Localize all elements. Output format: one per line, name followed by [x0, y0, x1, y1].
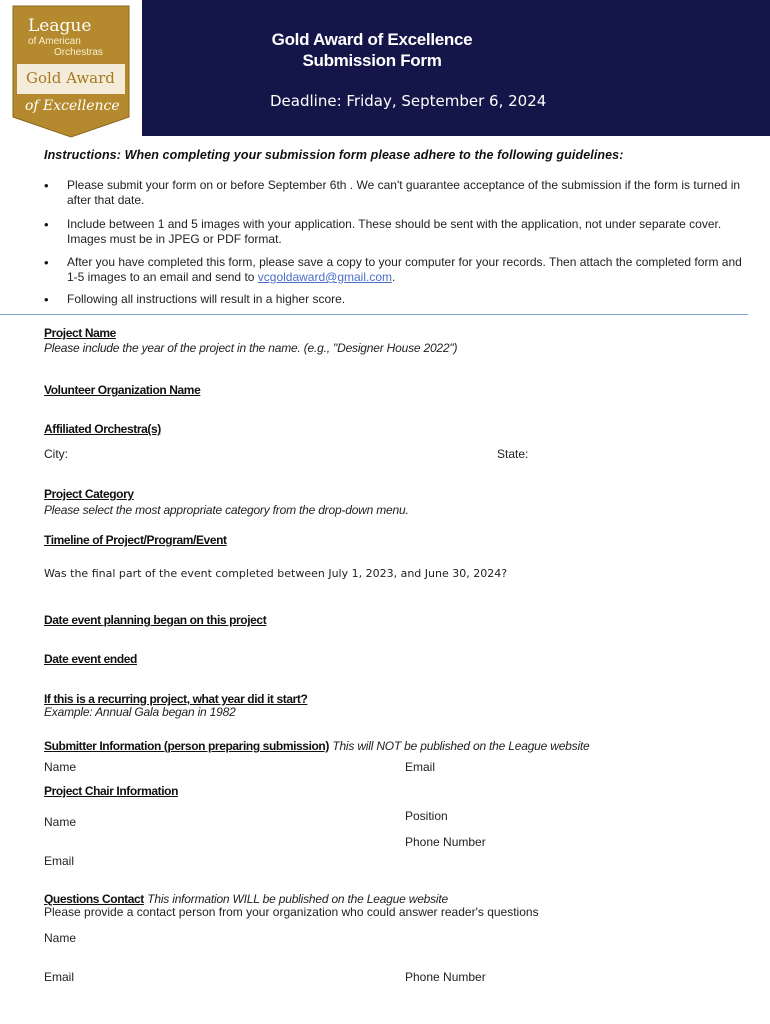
- email-link[interactable]: vcgoldaward@gmail.com: [257, 270, 393, 284]
- bullet-marker: •: [44, 255, 49, 270]
- project-name-title: Project Name: [44, 326, 116, 340]
- timeline-title: Timeline of Project/Program/Event: [44, 533, 227, 547]
- affiliated-orchestras-title: Affiliated Orchestra(s): [44, 422, 161, 436]
- chair-position-label: Position: [405, 809, 448, 823]
- instruction-bullet-4: Following all instructions will result in a higher score.: [67, 292, 346, 306]
- logo-text-orchestras: Orchestras: [54, 47, 103, 58]
- bullet-marker: •: [44, 292, 49, 307]
- instruction-bullet-3-text: After you have completed this form, please save a copy to your computer for your records. Then attach the completed form and 1-5 images to an email and send to: [67, 255, 742, 284]
- date-event-ended-title: Date event ended: [44, 652, 137, 666]
- questions-contact-title: Questions Contact: [44, 892, 144, 906]
- form-title-line2: Submission Form: [302, 51, 442, 70]
- questions-phone-label: Phone Number: [405, 970, 486, 984]
- logo-text-gold-award: Gold Award: [26, 69, 115, 87]
- chair-email-label: Email: [44, 854, 75, 868]
- chair-name-label: Name: [44, 815, 77, 829]
- submitter-name-label: Name: [44, 760, 77, 774]
- instruction-bullet-1: Please submit your form on or before September 6th . We can't guarantee acceptance of the submission if the form is turned in after that date.: [67, 178, 741, 207]
- questions-contact-subtext: Please provide a contact person from your organization who could answer reader's questions: [44, 905, 539, 919]
- city-label: City:: [44, 447, 68, 461]
- volunteer-organization-title: Volunteer Organization Name: [44, 383, 201, 397]
- recurring-project-note: Example: Annual Gala began in 1982: [44, 705, 236, 719]
- questions-name-label: Name: [44, 931, 77, 945]
- instruction-bullet-2: Include between 1 and 5 images with your application. These should be sent with the application, not under separate cover. Images must be in JPEG or PDF format.: [67, 217, 722, 246]
- bullet-marker: •: [44, 217, 49, 232]
- submitter-email-label: Email: [405, 760, 436, 774]
- instructions-heading: Instructions: When completing your submission form please adhere to the following guidelines:: [44, 148, 624, 162]
- project-category-note: Please select the most appropriate category from the drop-down menu.: [44, 503, 409, 517]
- questions-contact-note: This information WILL be published on the League website: [147, 892, 449, 906]
- instruction-bullet-3: [67, 255, 747, 285]
- bullet-marker: •: [44, 178, 49, 193]
- section-divider: [0, 314, 748, 315]
- deadline-text: Deadline: Friday, September 6, 2024: [270, 92, 547, 110]
- chair-phone-label: Phone Number: [405, 835, 486, 849]
- timeline-question: Was the final part of the event completed between July 1, 2023, and June 30, 2024?: [44, 567, 508, 580]
- form-title-line1: Gold Award of Excellence: [271, 30, 473, 49]
- logo-text-of-excellence: of Excellence: [25, 98, 120, 114]
- project-name-note: Please include the year of the project in the name. (e.g., "Designer House 2022"): [44, 341, 458, 355]
- date-planning-began-title: Date event planning began on this project: [44, 613, 267, 627]
- project-chair-title: Project Chair Information: [44, 784, 179, 798]
- submitter-title: Submitter Information (person preparing submission): [44, 739, 329, 753]
- league-gold-award-logo: [12, 5, 130, 138]
- project-category-title: Project Category: [44, 487, 134, 501]
- recurring-project-title: If this is a recurring project, what year did it start?: [44, 692, 308, 706]
- bullet-3-period: .: [392, 270, 396, 284]
- logo-text-of-american: of American: [28, 36, 81, 47]
- questions-email-label: Email: [44, 970, 75, 984]
- state-label: State:: [497, 447, 529, 461]
- logo-text-league: League: [28, 16, 92, 36]
- questions-contact-heading: [44, 892, 448, 906]
- submitter-note: This will NOT be published on the League website: [332, 739, 590, 753]
- submitter-heading: [44, 739, 590, 753]
